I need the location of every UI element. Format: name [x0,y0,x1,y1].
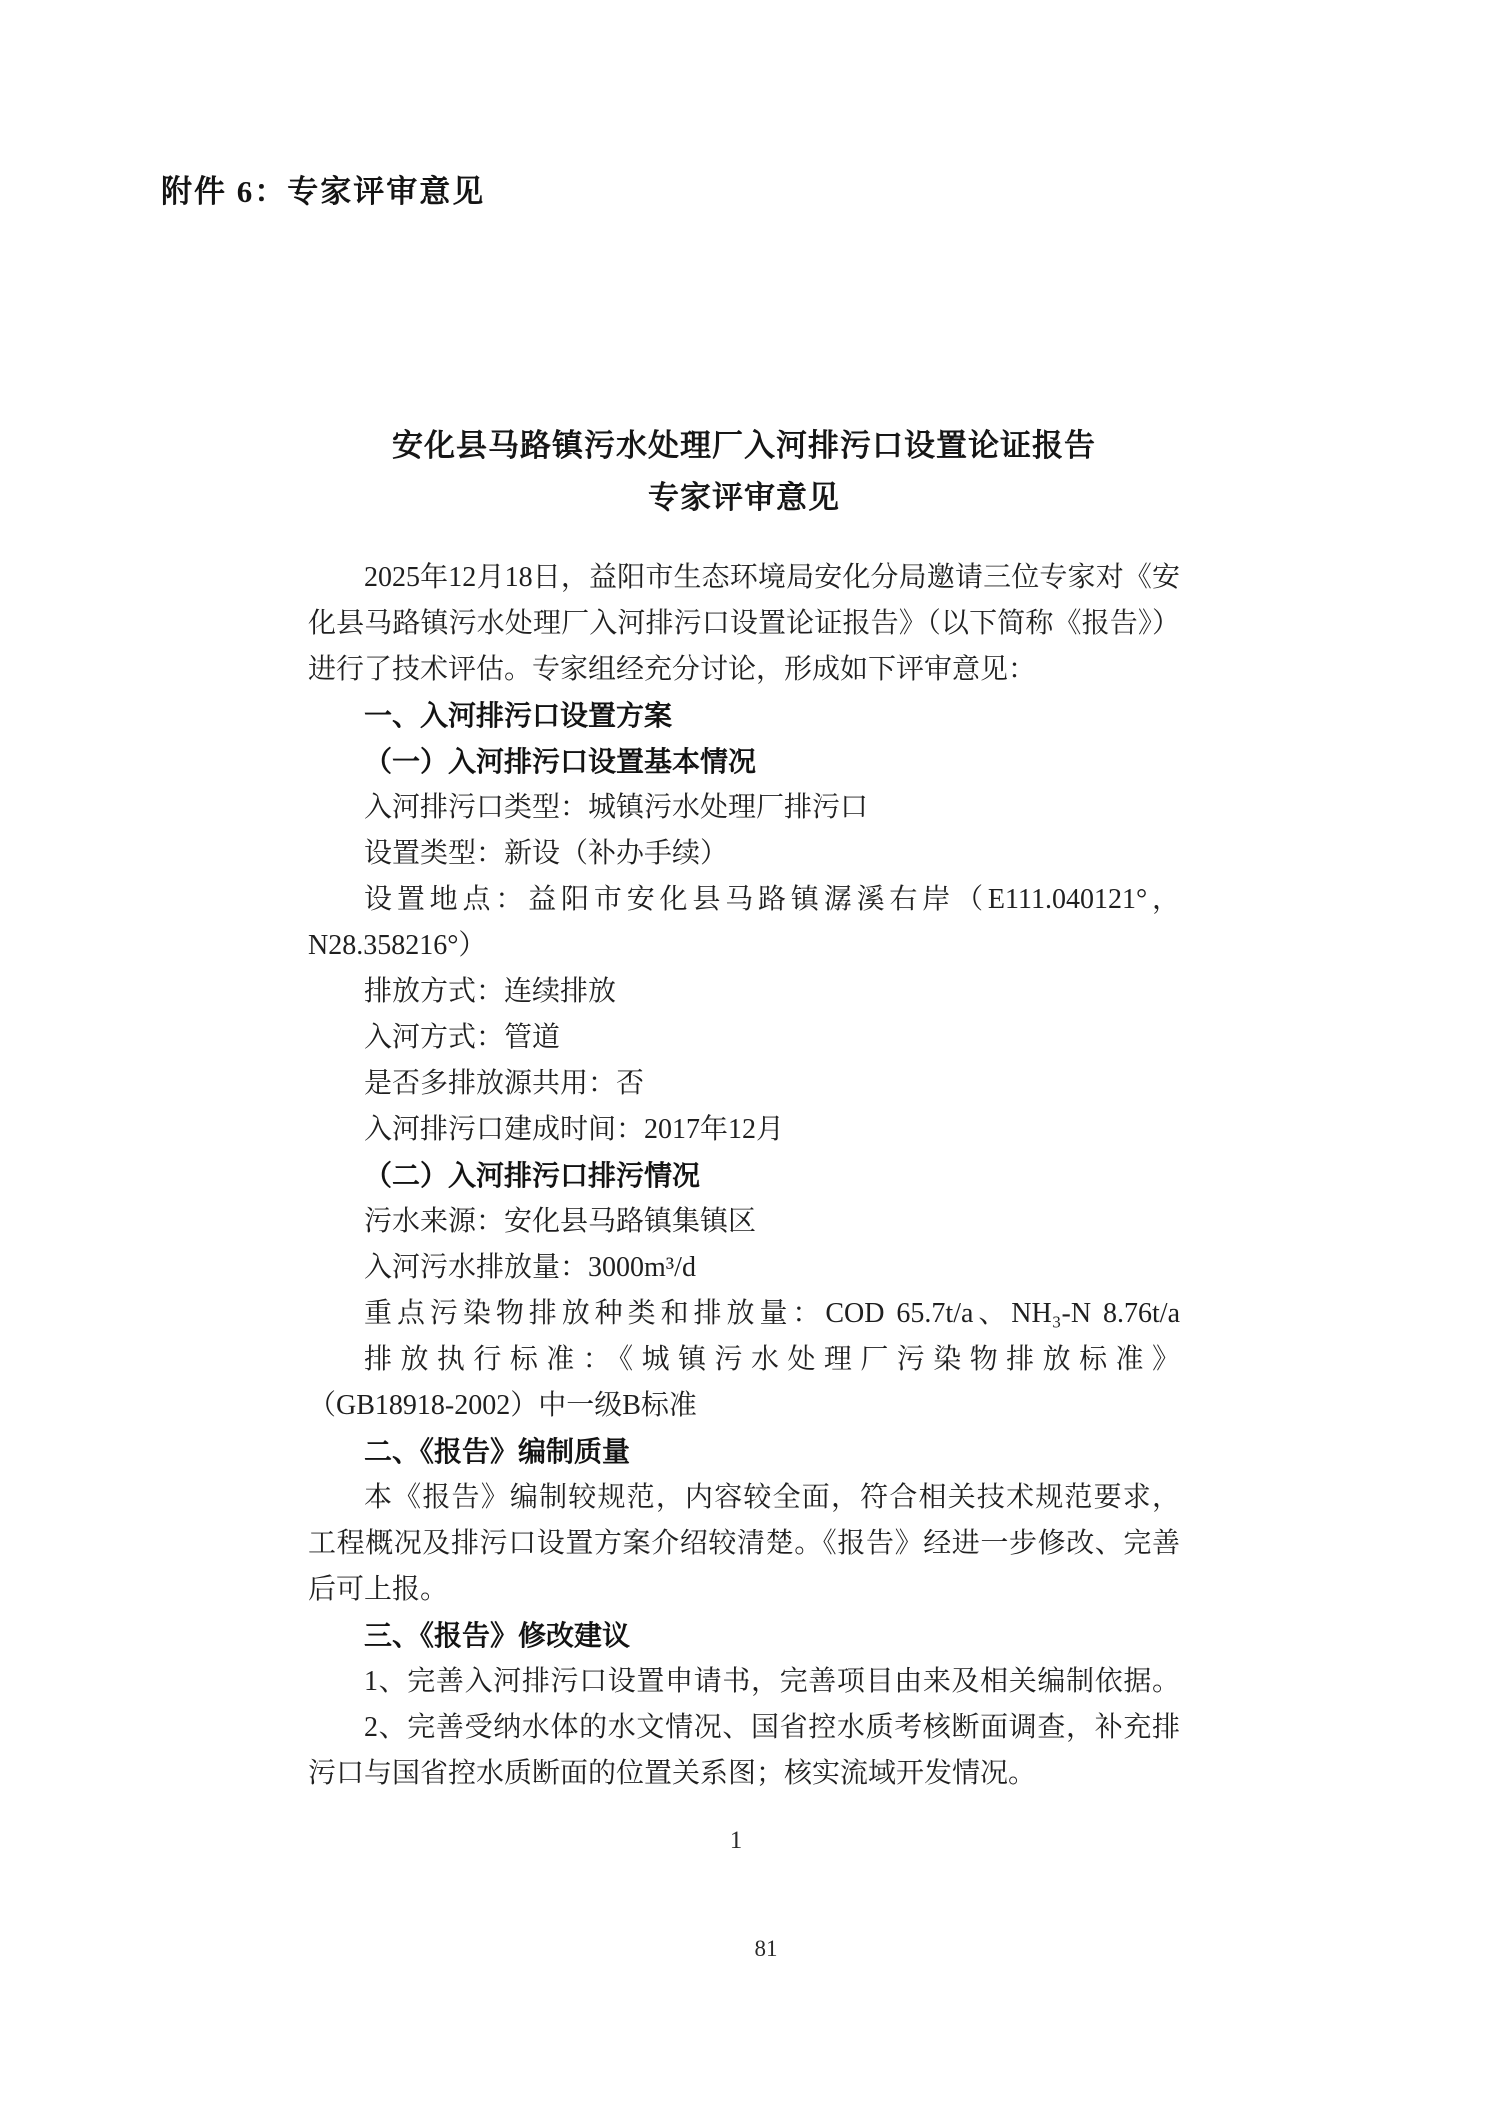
document-line: 入河排污口建成时间：2017年12月 [364,1114,785,1145]
section-heading: （一）入河排污口设置基本情况 [364,746,757,777]
document-body [308,555,1180,1797]
document-line: 后可上报。 [308,1574,449,1605]
document-title [0,420,1488,524]
section-heading: 三、《报告》修改建议 [364,1620,631,1651]
document-line: 设置地点：益阳市安化县马路镇潺溪右岸（E111.040121°， [364,884,1180,915]
document-line: 入河排污口类型：城镇污水处理厂排污口 [364,792,869,823]
document-line: （GB18918-2002）中一级B标准 [308,1390,697,1421]
document-line: 1、完善入河排污口设置申请书，完善项目由来及相关编制依据。 [364,1666,1180,1697]
section-heading: 一、入河排污口设置方案 [364,700,673,731]
document-line: 设置类型：新设（补办手续） [364,838,729,869]
document-line: 本《报告》编制较规范，内容较全面，符合相关技术规范要求， [364,1482,1180,1513]
document-line: 2025年12月18日，益阳市生态环境局安化分局邀请三位专家对《安 [364,562,1180,593]
attachment-header: 附件 6：专家评审意见 [161,174,486,209]
document-line: N28.358216°） [308,930,487,961]
section-heading: 二、《报告》编制质量 [364,1436,631,1467]
document-line: 进行了技术评估。专家组经充分讨论，形成如下评审意见： [308,654,1037,685]
document-line: 入河方式：管道 [364,1022,561,1053]
document-line: 2、完善受纳水体的水文情况、国省控水质考核断面调查，补充排 [364,1712,1180,1743]
document-line: 工程概况及排污口设置方案介绍较清楚。《报告》经进一步修改、完善 [308,1528,1180,1559]
document-line: 是否多排放源共用：否 [364,1068,645,1099]
section-heading: （二）入河排污口排污情况 [364,1160,701,1191]
document-line: 排放方式：连续排放 [364,976,617,1007]
footer-page-number: 81 [754,1936,778,1961]
document-line: 化县马路镇污水处理厂入河排污口设置论证报告》（以下简称《报告》） [308,608,1180,639]
document-title-line2: 专家评审意见 [648,480,840,515]
document-line: 排放执行标准：《城镇污水处理厂污染物排放标准》 [364,1344,1180,1375]
document-line: 污水来源：安化县马路镇集镇区 [364,1206,757,1237]
inner-page-number: 1 [729,1827,743,1854]
document-line: 入河污水排放量：3000m³/d [364,1252,696,1283]
document-title-line1: 安化县马路镇污水处理厂入河排污口设置论证报告 [392,428,1096,463]
document-line: 重点污染物排放种类和排放量：COD 65.7t/a、NH₃-N 8.76t/a [364,1298,1180,1329]
document-line: 污口与国省控水质断面的位置关系图；核实流域开发情况。 [308,1758,1037,1789]
